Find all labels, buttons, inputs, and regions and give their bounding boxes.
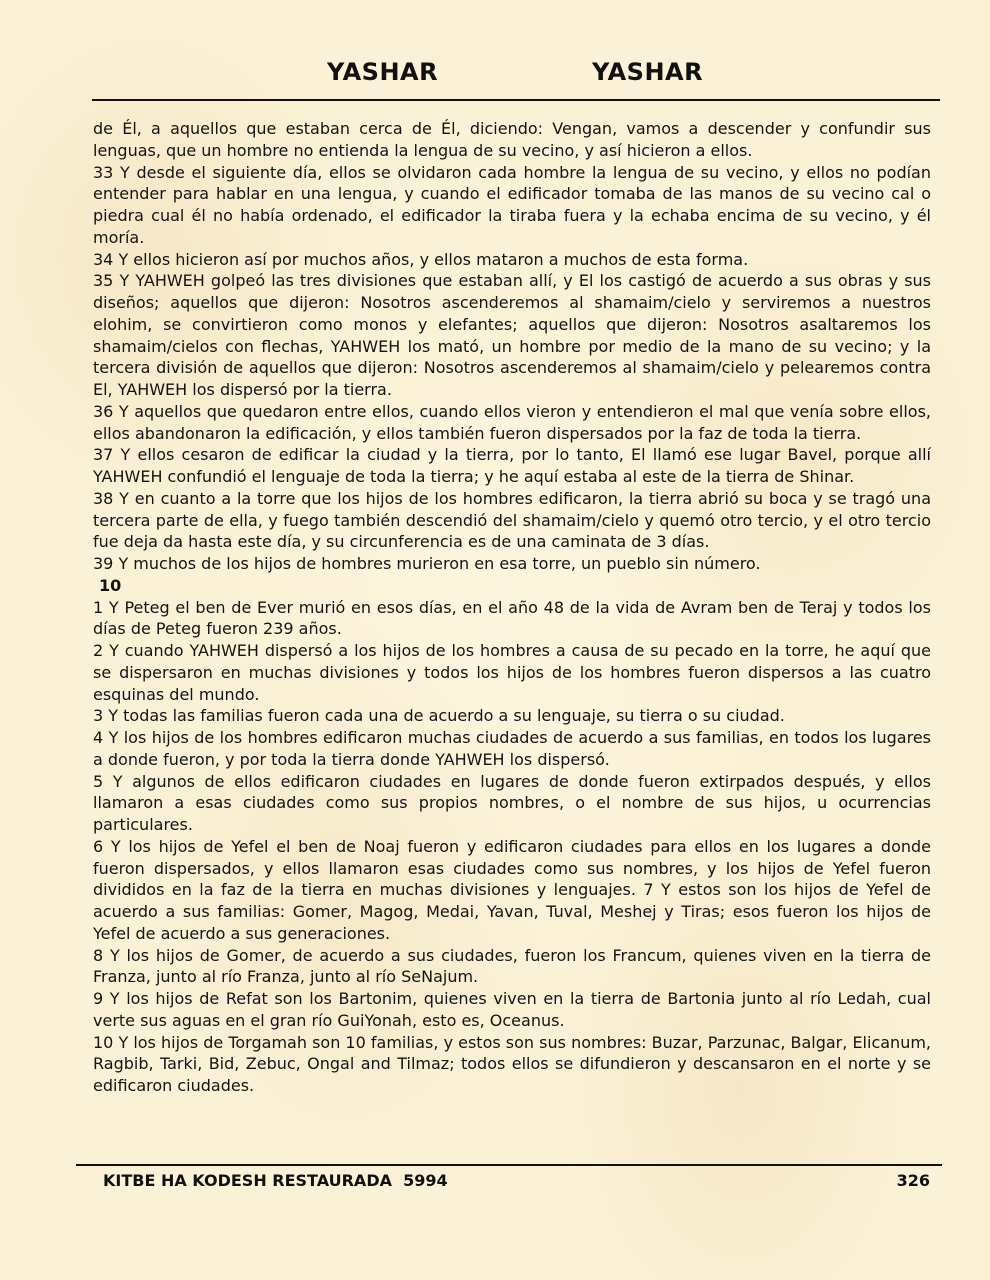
page-header — [0, 58, 990, 90]
page-body — [93, 118, 931, 1097]
body-paragraph: 39 Y muchos de los hijos de hombres murieron en esa torre, un pueblo sin número. — [93, 554, 761, 573]
chapter-paragraph: 3 Y todas las familias fueron cada una de acuerdo a su lenguaje, su tierra o su ciudad. — [93, 706, 785, 726]
body-paragraph: 37 Y ellos cesaron de edificar la ciudad y la tierra, por lo tanto, El llamó ese lugar Bavel, porque allí YAHWEH confundió el lenguaje de toda la tierra; y he aquí estaba al este de la tierra de Shinar. — [93, 445, 931, 486]
footer-divider — [76, 1164, 942, 1166]
chapter-paragraph: 6 Y los hijos de Yefel el ben de Noaj fueron y edificaron ciudades para ellos en los lugares a donde fueron dispersados, y ellos llamaron esas ciudades como sus nombres, y los hijos de Yefel fueron divididos en la faz de la tierra en muchas divisiones y lenguajes. 7 Y estos son los hijos de Yefel de acuerdo a sus familias: Gomer, Magog, Medai, Yavan, Tuval, Meshej y Tiras; esos fueron los hijos de Yefel de acuerdo a sus generaciones. — [93, 836, 931, 943]
chapter-paragraph: 1 Y Peteg el ben de Ever murió en esos días, en el año 48 de la vida de Avram ben de Teraj y todos los días de Peteg fueron 239 años. — [93, 597, 931, 639]
chapter-paragraph: 4 Y los hijos de los hombres edificaron muchas ciudades de acuerdo a sus familias, en todos los lugares a donde fueron, y por toda la tierra donde YAHWEH los dispersó. — [93, 728, 931, 769]
body-paragraph: 33 Y desde el siguiente día, ellos se olvidaron cada hombre la lengua de su vecino, y ellos no podían entender para hablar en una lengua, y cuando el edificador tomaba de las manos de su vecino cal o piedra cual él no había ordenado, el edificador la tiraba fuera y la echaba encima de su vecino, y él moría. — [93, 162, 931, 247]
header-title-left: YASHAR — [327, 58, 439, 86]
chapter-paragraph: 9 Y los hijos de Refat son los Bartonim, quienes viven en la tierra de Bartonia junto al río Ledah, cual verte sus aguas en el gran río GuiYonah, esto es, Oceanus. — [93, 989, 931, 1030]
footer-page-number: 326 — [896, 1171, 930, 1190]
chapter-number: 10 — [99, 575, 122, 595]
body-paragraph: 35 Y YAHWEH golpeó las tres divisiones que estaban allí, y El los castigó de acuerdo a sus obras y sus diseños; aquellos que dijeron: Nosotros ascenderemos al shamaim/cielo y serviremos a nuestros elohim, se convirtieron como monos y elefantes; aquellos que dijeron: Nosotros asaltaremos los shamaim/cielos con flechas, YAHWEH los mató, un hombre por medio de la mano de su vecino; y la tercera división de aquellos que dijeron: Nosotros ascenderemos al shamaim/cielo y pelearemos contra El, YAHWEH los dispersó por la tierra. — [93, 271, 931, 399]
body-paragraph: de Él, a aquellos que estaban cerca de Él, diciendo: Vengan, vamos a descender y confundir sus lenguas, que un hombre no entienda la lengua de su vecino, y así hicieron a ellos. — [93, 119, 931, 160]
chapter-paragraph: 10 Y los hijos de Torgamah son 10 familias, y estos son sus nombres: Buzar, Parzunac, Balgar, Elicanum, Ragbib, Tarki, Bid, Zebuc, Ongal and Tilmaz; todos ellos se difundieron y descansaron en el norte y se edificaron ciudades. — [93, 1032, 931, 1095]
header-title-right: YASHAR — [592, 58, 704, 86]
body-paragraph: 38 Y en cuanto a la torre que los hijos de los hombres edificaron, la tierra abrió su boca y se tragó una tercera parte de ella, y fuego también descendió del shamaim/cielo y quemó otro tercio, y el otro tercio fue deja da hasta este día, y su circunferencia es de una caminata de 3 días. — [93, 488, 931, 552]
footer-book-title: KITBE HA KODESH RESTAURADA 5994 — [103, 1171, 448, 1190]
header-divider — [92, 99, 940, 101]
chapter-paragraph: 2 Y cuando YAHWEH dispersó a los hijos de los hombres a causa de su pecado en la torre, he aquí que se dispersaron en muchas divisiones y todos los hijos de los hombres fueron dispersos a las cuatro esquinas del mundo. — [93, 641, 931, 704]
chapter-paragraph: 8 Y los hijos de Gomer, de acuerdo a sus ciudades, fueron los Francum, quienes viven en la tierra de Franza, junto al río Franza, junto al río SeNajum. — [93, 945, 931, 987]
body-paragraph: 36 Y aquellos que quedaron entre ellos, cuando ellos vieron y entendieron el mal que venía sobre ellos, ellos abandonaron la edificación, y ellos también fueron dispersados por la faz de toda la tierra. — [93, 401, 931, 443]
body-paragraph: 34 Y ellos hicieron así por muchos años, y ellos mataron a muchos de esta forma. — [93, 249, 749, 269]
chapter-paragraph: 5 Y algunos de ellos edificaron ciudades en lugares de donde fueron extirpados después, y ellos llamaron a esas ciudades como sus propios nombres, o el nombre de sus hijos, u ocurrencias particulares. — [93, 771, 931, 834]
